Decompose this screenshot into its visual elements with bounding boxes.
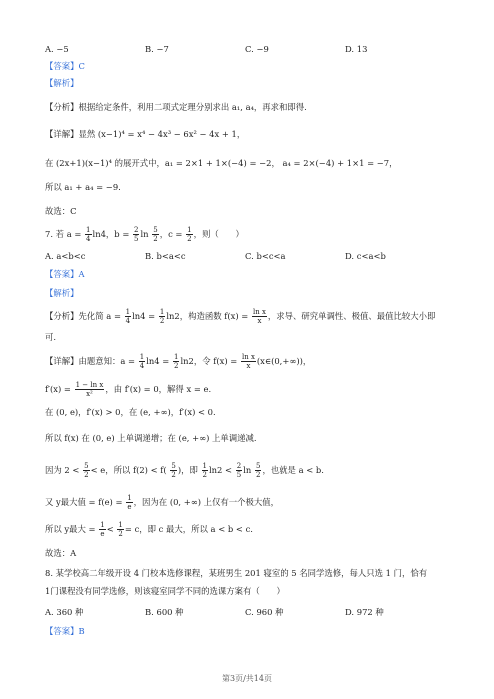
q6-analysis-tag: 【解析】: [45, 78, 79, 88]
q7-stem: 7. 若 a = $\frac{1}{4}$ ln4，b = $\frac{2}{5}$ ln $\frac{5}{2}$ ，c = $\frac{1}{2}$ ，则（ ）: [45, 226, 244, 243]
q7-analysis: 【分析】先化简 a = $\frac{1}{4}$ ln4 = $\frac{1}{2}$ ln2，构造函数 f(x) = $\frac{\text{ln x}}{x}$ ，求导、研究单调性、极值、最值比较大小即: [45, 308, 436, 325]
q7-maximum: 又 y最大值 = f(e) = $\frac{1}{e}$ ，因为在 (0, +∞) 上仅有一个极大值，: [45, 494, 280, 511]
q6-conclusion: 故选：C: [45, 206, 77, 216]
q8-option-b: B. 600 种: [145, 607, 184, 617]
q6-analysis: 【分析】根据给定条件，利用二项式定理分别求出 a₁, a₄，再求和即得.: [45, 102, 307, 112]
q7-detail: 【详解】由题意知：a = $\frac{1}{4}$ ln4 = $\frac{1}{2}$ ln2，令 f(x) = $\frac{\text{ln x}}{x}$ (x∈(0,+∞))，: [45, 353, 312, 370]
q6-option-d: D. 13: [345, 44, 368, 54]
q7-compare: 因为 2 < $\frac{5}{2}$ < e，所以 f(2) < f( $\frac{5}{2}$ )，即 $\frac{1}{2}$ ln2 < $\frac{2}{5}$ ln $\frac{5}{2}$ ，也就是 a < b.: [45, 462, 324, 479]
q7-conclusion: 故选：A: [45, 548, 77, 558]
q8-stem-line2: 1门课程没有同学选修，则该寝室同学不同的选课方案有（ ）: [45, 586, 285, 596]
q6-detail: 【详解】显然 (x−1)⁴ = x⁴ − 4x³ − 6x² − 4x + 1，: [45, 129, 246, 139]
q7-option-d: D. c<a<b: [345, 251, 386, 261]
q6-option-b: B. −7: [145, 44, 169, 54]
q6-option-a: A. −5: [45, 44, 69, 54]
q7-analysis-tag: 【解析】: [45, 288, 79, 298]
q6-option-c: C. −9: [245, 44, 269, 54]
q7-result: 所以 y最大 = $\frac{1}{e}$ < $\frac{1}{2}$ = c，即 c 最大，所以 a < b < c.: [45, 521, 253, 538]
q8-option-a: A. 360 种: [45, 607, 84, 617]
q7-analysis-cont: 可.: [45, 332, 57, 342]
q7-option-c: C. b<c<a: [245, 251, 286, 261]
q8-option-d: D. 972 种: [345, 607, 384, 617]
q8-answer: 【答案】B: [45, 626, 85, 636]
q7-derivative: f′(x) = $\frac{\text{1 − ln x}}{\text{x²}}$ ，由 f′(x) = 0，解得 x = e.: [45, 381, 212, 398]
page-footer: 第3页/共14页: [222, 674, 272, 683]
q7-monotonic: 所以 f(x) 在 (0, e) 上单调递增；在 (e, +∞) 上单调递减.: [45, 433, 257, 443]
q8-option-c: C. 960 种: [245, 607, 284, 617]
q7-answer: 【答案】A: [45, 269, 85, 279]
q7-option-b: B. b<a<c: [145, 251, 186, 261]
q7-option-a: A. a<b<c: [45, 251, 86, 261]
q6-sum: 所以 a₁ + a₄ = −9.: [45, 182, 121, 192]
q6-answer: 【答案】C: [45, 61, 85, 71]
q8-stem-line1: 8. 某学校高二年级开设 4 门校本选修课程，某班男生 201 寝室的 5 名同学选修，每人只选 1 门，恰有: [45, 568, 428, 578]
q6-expansion: 在 (2x+1)(x−1)⁴ 的展开式中，a₁ = 2×1 + 1×(−4) = −2， a₄ = 2×(−4) + 1×1 = −7，: [45, 158, 398, 168]
q7-interval: 在 (0, e)，f′(x) > 0，在 (e, +∞)，f′(x) < 0.: [45, 407, 216, 417]
